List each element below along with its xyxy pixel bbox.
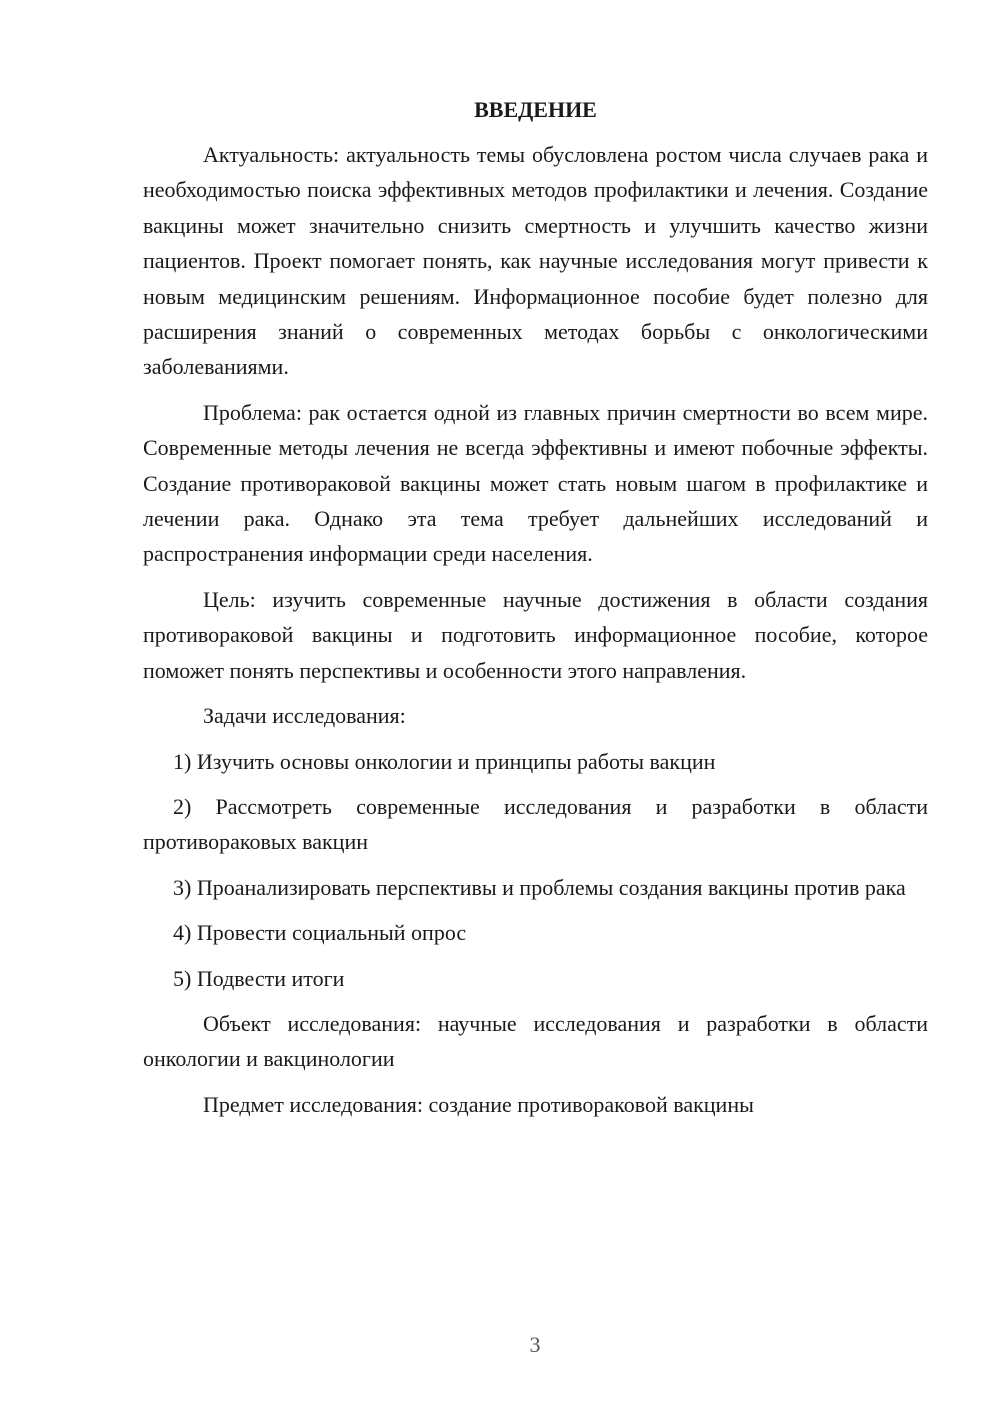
- paragraph-object: Объект исследования: научные исследования и разработки в области онкологии и вакцинологии: [143, 1010, 928, 1072]
- task-item-3: 3) Проанализировать перспективы и проблемы создания вакцины против рака: [173, 874, 906, 900]
- tasks-heading: Задачи исследования:: [203, 703, 406, 729]
- paragraph-relevance: Актуальность: актуальность темы обусловлена ростом числа случаев рака и необходимостью поиска эффективных методов профилактики и лечения. Создание вакцины может значительно снизить смертность и улучшить качество жизни пациентов. Проект помогает понять, как научные исследования могут привести к новым медицинским решениям. Информационное пособие будет полезно для расширения знаний о современных методах борьбы с онкологическими заболеваниями.: [143, 142, 928, 380]
- section-title: ВВЕДЕНИЕ: [474, 97, 597, 122]
- paragraph-goal: Цель: изучить современные научные достижения в области создания противораковой вакцины и подготовить информационное пособие, которое поможет понять перспективы и особенности этого направления.: [143, 586, 928, 683]
- paragraph-problem: Проблема: рак остается одной из главных причин смертности во всем мире. Современные методы лечения не всегда эффективны и имеют побочные эффекты. Создание противораковой вакцины может стать новым шагом в профилактике и лечении рака. Однако эта тема требует дальнейших исследований и распространения информации среди населения.: [143, 399, 928, 567]
- document-body: [143, 92, 928, 1132]
- task-item-5: 5) Подвести итоги: [173, 965, 345, 991]
- task-item-1: 1) Изучить основы онкологии и принципы работы вакцин: [173, 748, 716, 774]
- paragraph-subject: Предмет исследования: создание противораковой вакцины: [203, 1091, 754, 1117]
- task-item-2: 2) Рассмотреть современные исследования и разработки в области противораковых вакцин: [143, 793, 928, 855]
- page-number: 3: [529, 1332, 541, 1357]
- task-item-4: 4) Провести социальный опрос: [173, 920, 467, 946]
